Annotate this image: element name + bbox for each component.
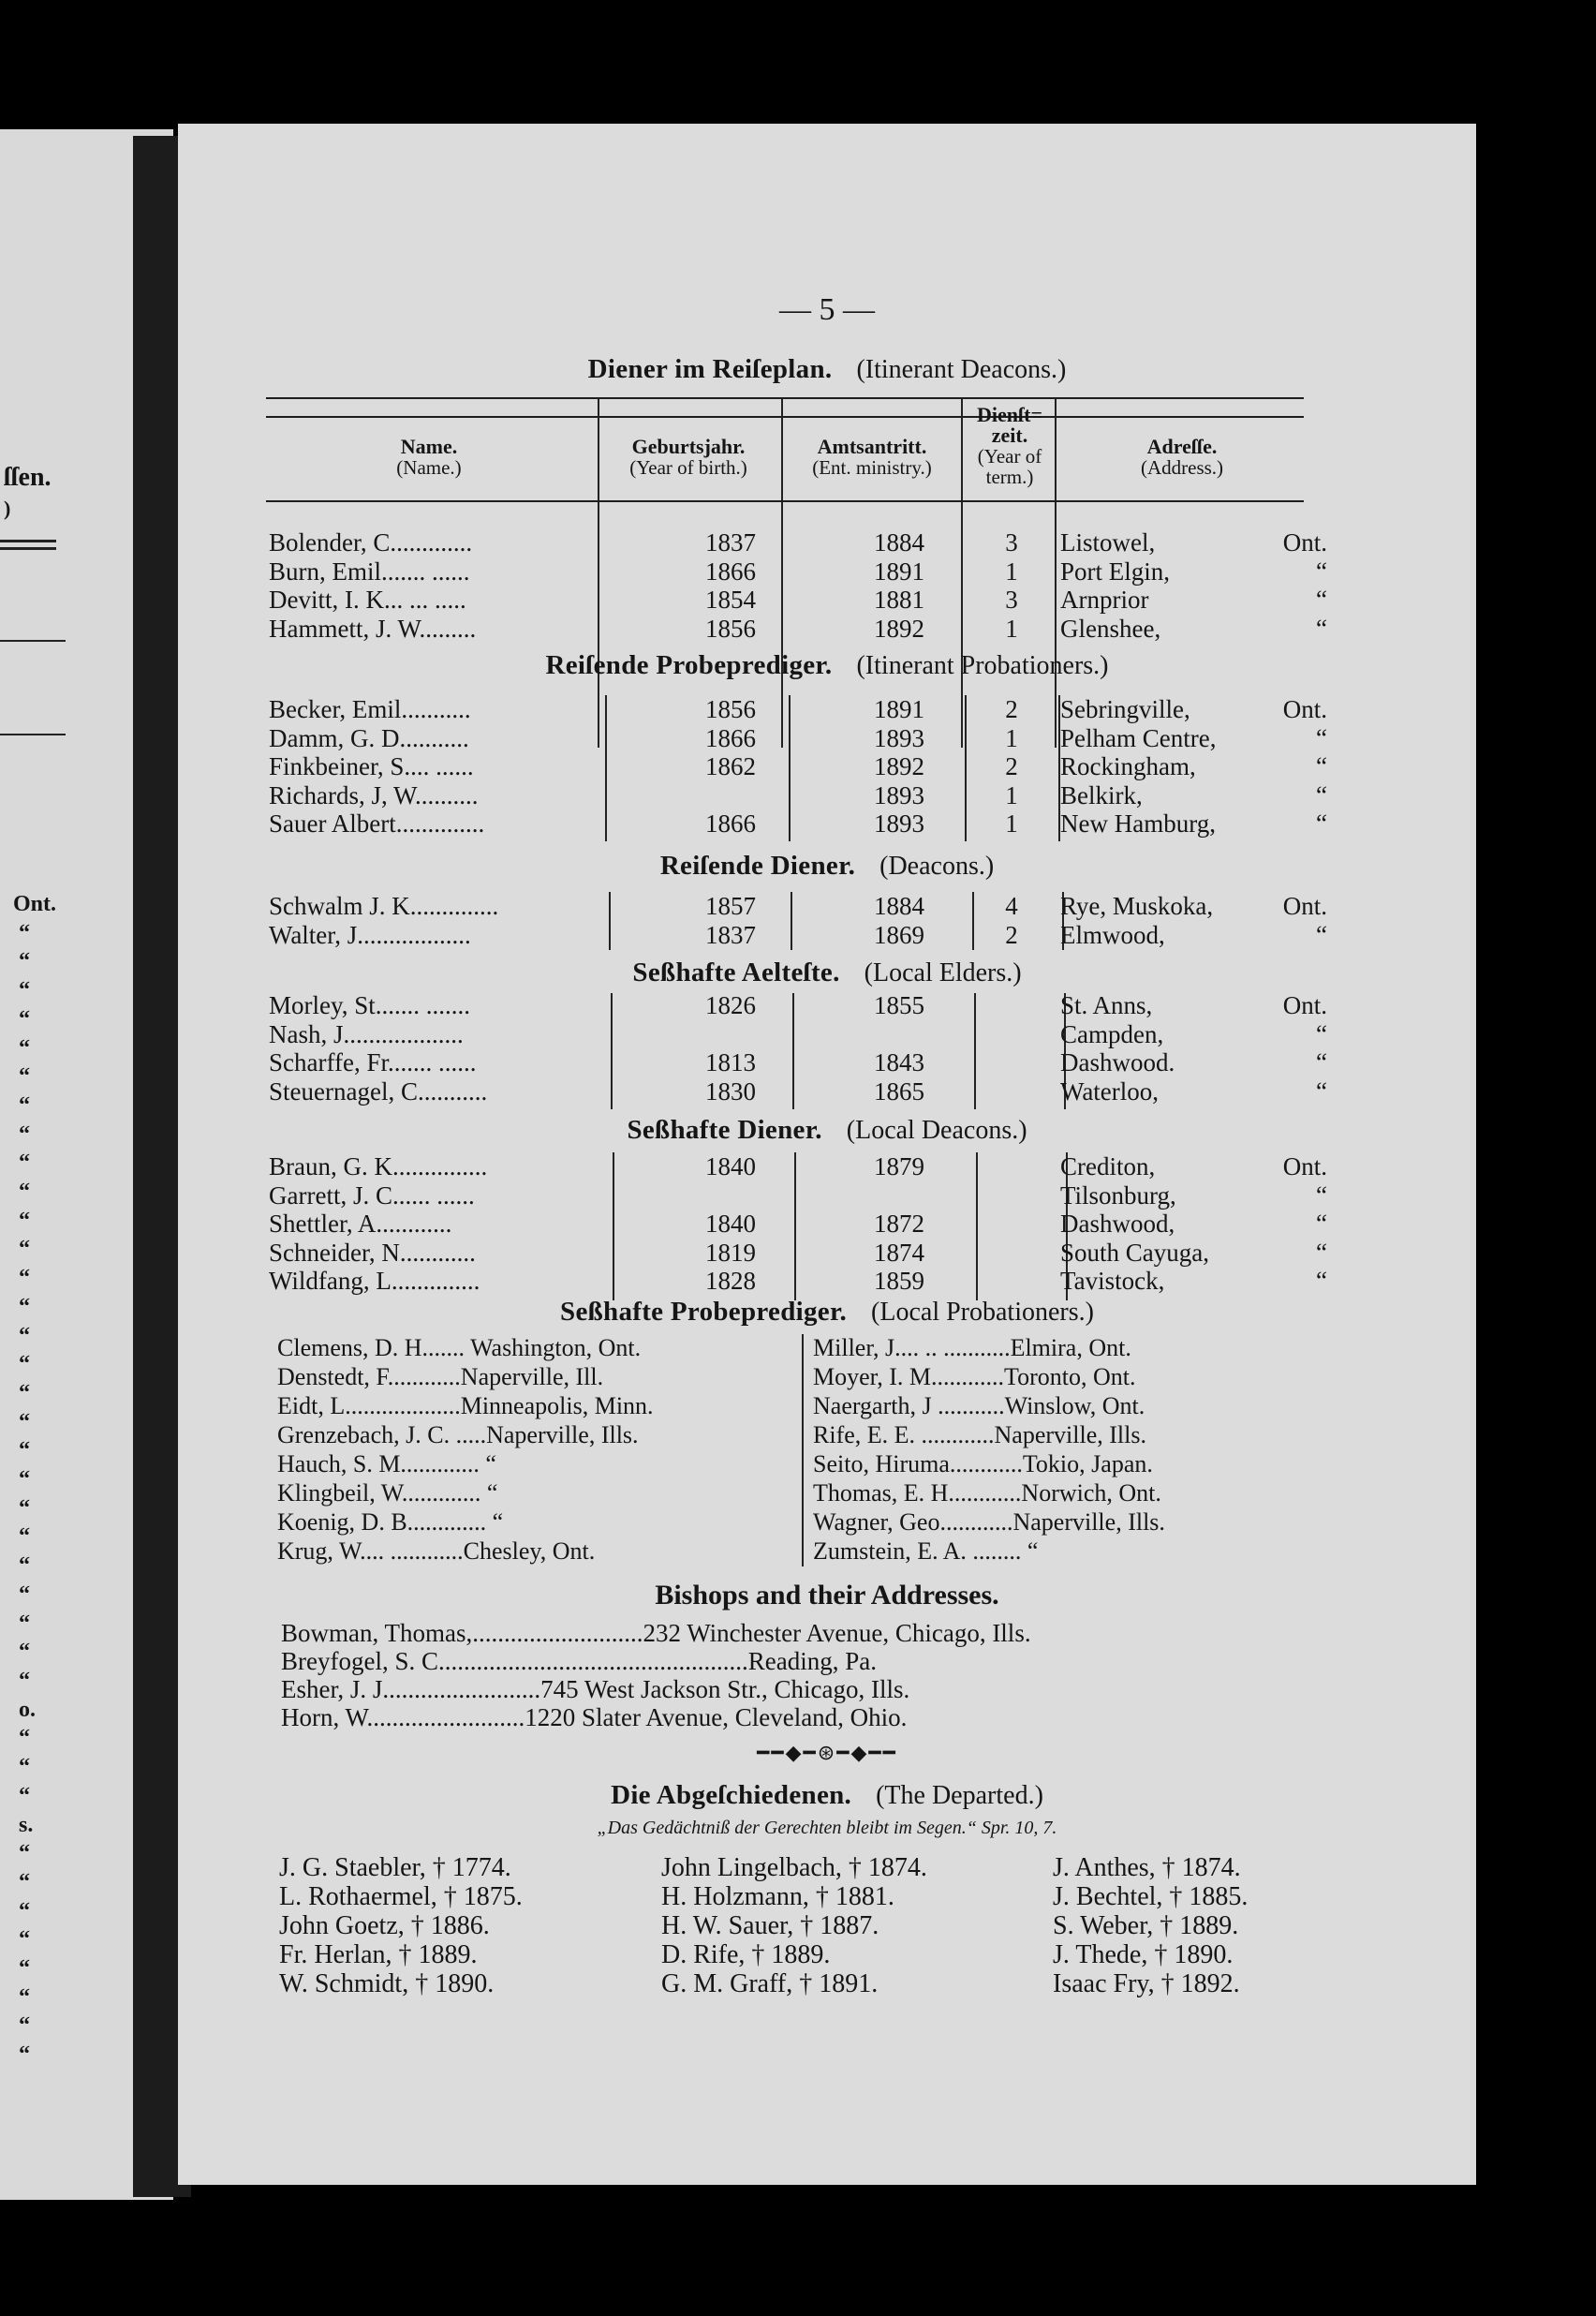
address: Dashwood, — [1060, 1210, 1175, 1238]
departed-name: H. W. Sauer, † 1887. — [661, 1911, 879, 1940]
years-of-term: 4 — [1005, 892, 1018, 920]
bishop-name: Bowman, Thomas, — [281, 1619, 473, 1647]
previous-page-entry: “ — [19, 1581, 30, 1607]
previous-page-entry: “ — [19, 1869, 30, 1894]
address: Elmwood, — [1060, 920, 1165, 949]
year-entered-ministry: 1843 — [874, 1048, 924, 1076]
province: “ — [1316, 1210, 1327, 1238]
province: “ — [1316, 557, 1327, 586]
year-entered-ministry: 1865 — [874, 1076, 924, 1106]
years-of-term: 3 — [1005, 586, 1018, 614]
year-of-birth: 1813 — [705, 1048, 756, 1076]
province: “ — [1316, 780, 1327, 809]
year-of-birth: 1856 — [705, 614, 756, 643]
previous-page-entry: “ — [19, 1092, 30, 1118]
section-title-en: (Itinerant Deacons.) — [856, 355, 1067, 384]
year-of-birth: 1837 — [705, 920, 756, 949]
probationer-entry: Krug, W.... ............Chesley, Ont. — [277, 1537, 596, 1565]
departed-name: S. Weber, † 1889. — [1053, 1911, 1239, 1940]
years-of-term: 1 — [1005, 809, 1018, 838]
previous-page-entry: “ — [19, 1927, 30, 1952]
section-title-en: (Deacons.) — [879, 852, 995, 881]
person-name: Scharffe, Fr....... ...... — [269, 1048, 477, 1076]
probationer-entry: Klingbeil, W............. “ — [277, 1479, 498, 1507]
person-name: Finkbeiner, S.... ...... — [269, 752, 474, 780]
previous-bracket: ) — [4, 497, 11, 520]
departed-name: W. Schmidt, † 1890. — [279, 1969, 495, 1998]
address: Rockingham, — [1060, 752, 1196, 780]
bishop-address: Reading, Pa. — [747, 1647, 877, 1675]
year-entered-ministry: 1879 — [874, 1152, 924, 1180]
section-title-local-probationers — [178, 1297, 1476, 1328]
address: South Cayuga, — [1060, 1238, 1209, 1267]
year-entered-ministry: 1869 — [874, 920, 924, 949]
leader-dots: ........................... — [472, 1619, 643, 1647]
probationer-entry: Grenzebach, J. C. .....Naperville, Ills. — [277, 1421, 639, 1448]
previous-page-entry: “ — [19, 1006, 30, 1032]
year-of-birth: 1856 — [705, 695, 756, 723]
section-title-de: Reiſende Probeprediger. — [545, 650, 833, 680]
header-term-de1: Dienſt= — [977, 403, 1042, 426]
previous-page-entry: “ — [19, 1841, 30, 1866]
header-address-de: Adreſſe. — [1146, 435, 1218, 458]
section-title-local-elders — [178, 958, 1476, 988]
previous-page-entry: “ — [19, 1409, 30, 1434]
previous-page-entry: “ — [19, 1553, 30, 1579]
year-of-birth: 1826 — [705, 991, 756, 1019]
province: Ont. — [1282, 892, 1327, 920]
bishop-name: Esher, J. J — [281, 1675, 383, 1703]
previous-page-entry: “ — [19, 1237, 30, 1262]
address: Dashwood. — [1060, 1048, 1175, 1076]
previous-page-entry: “ — [19, 1898, 30, 1923]
header-ministry-de: Amtsantritt. — [817, 435, 927, 458]
table-row — [178, 892, 1476, 920]
province: “ — [1316, 1048, 1327, 1076]
person-name: Braun, G. K............... — [269, 1152, 488, 1180]
years-of-term: 2 — [1005, 695, 1018, 723]
departed-name: L. Rothaermel, † 1875. — [279, 1882, 523, 1911]
table-top-rule — [266, 416, 1304, 418]
table-top-rule — [266, 397, 1304, 399]
address: Crediton, — [1060, 1152, 1156, 1180]
departed-name: J. Anthes, † 1874. — [1053, 1853, 1241, 1882]
ornament-divider: ━━◆━⊛━◆━━ — [757, 1741, 897, 1764]
person-name: Nash, J................... — [269, 1019, 464, 1048]
previous-rule — [0, 540, 56, 542]
previous-page-entry: “ — [19, 1640, 30, 1665]
person-name: Morley, St....... ....... — [269, 991, 470, 1019]
column-header-address — [1060, 437, 1304, 478]
section-title-deacons — [178, 851, 1476, 882]
person-name: Steuernagel, C........... — [269, 1076, 488, 1106]
person-name: Walter, J.................. — [269, 920, 471, 949]
probationer-entry: Thomas, E. H............Norwich, Ont. — [813, 1479, 1161, 1507]
address: Glenshee, — [1060, 614, 1161, 643]
header-ministry-en: (Ent. ministry.) — [812, 456, 932, 479]
table-row — [178, 586, 1476, 614]
years-of-term: 1 — [1005, 614, 1018, 643]
table-row — [178, 695, 1476, 723]
table-row — [178, 1077, 1476, 1106]
year-entered-ministry: 1892 — [874, 614, 924, 643]
section-title-en: (Local Probationers.) — [871, 1298, 1094, 1327]
page-number: — 5 — — [779, 292, 875, 327]
previous-page-entry: “ — [19, 1266, 30, 1291]
address: Waterloo, — [1060, 1076, 1160, 1106]
section-title-de: Seßhafte Aelteſte. — [632, 958, 840, 987]
section-title-itinerant-deacons — [178, 354, 1476, 385]
departed-name: J. Bechtel, † 1885. — [1053, 1882, 1249, 1911]
table-row — [178, 724, 1476, 752]
year-entered-ministry: 1884 — [874, 528, 924, 557]
departed-name: G. M. Graff, † 1891. — [661, 1969, 879, 1998]
years-of-term: 1 — [1005, 723, 1018, 752]
previous-page-entry: “ — [19, 1726, 30, 1751]
previous-page-entry: “ — [19, 1064, 30, 1090]
address: Arnprior — [1060, 586, 1149, 614]
previous-page-entry: “ — [19, 1352, 30, 1377]
previous-page-entry: “ — [19, 1467, 30, 1492]
departed-name: Isaac Fry, † 1892. — [1053, 1969, 1240, 1998]
departed-name: John Goetz, † 1886. — [279, 1911, 490, 1940]
person-name: Becker, Emil........... — [269, 695, 471, 723]
bishop-entry — [281, 1647, 1330, 1675]
column-header-birth — [599, 437, 777, 478]
previous-page-entry: “ — [19, 1208, 30, 1233]
bishop-entry — [281, 1703, 1330, 1731]
section-title-de: Diener im Reiſeplan. — [587, 354, 833, 384]
province: Ont. — [1282, 528, 1327, 557]
province: “ — [1316, 586, 1327, 614]
year-of-birth: 1819 — [705, 1238, 756, 1267]
header-name-de: Name. — [400, 435, 458, 458]
departed-name: J. Thede, † 1890. — [1053, 1940, 1234, 1969]
section-title-en: (Local Deacons.) — [846, 1116, 1027, 1145]
probationer-entry: Miller, J.... .. ...........Elmira, Ont. — [813, 1334, 1131, 1361]
person-name: Garrett, J. C...... ...... — [269, 1180, 475, 1210]
section-title-departed — [178, 1780, 1476, 1811]
bishop-name: Breyfogel, S. C — [281, 1647, 438, 1675]
table-row — [178, 528, 1476, 557]
section-title-en: (Itinerant Probationers.) — [856, 651, 1109, 680]
table-row — [178, 1048, 1476, 1076]
previous-page-entry: “ — [19, 920, 30, 945]
page — [178, 124, 1476, 2185]
table-row — [178, 781, 1476, 809]
table-row — [178, 1181, 1476, 1210]
years-of-term: 1 — [1005, 780, 1018, 809]
person-name: Wildfang, L.............. — [269, 1267, 480, 1295]
year-entered-ministry: 1893 — [874, 809, 924, 838]
year-entered-ministry: 1891 — [874, 695, 924, 723]
departed-name: J. G. Staebler, † 1774. — [279, 1853, 511, 1882]
year-entered-ministry: 1893 — [874, 723, 924, 752]
province: Ont. — [1282, 1152, 1327, 1180]
bishop-address: 1220 Slater Avenue, Cleveland, Ohio. — [525, 1703, 908, 1731]
column-header-name — [266, 437, 592, 478]
person-name: Schneider, N............ — [269, 1238, 476, 1267]
person-name: Devitt, I. K... ... ..... — [269, 586, 466, 614]
previous-page-entry: “ — [19, 1323, 30, 1348]
person-name: Hammett, J. W......... — [269, 614, 477, 643]
departed-name: John Lingelbach, † 1874. — [661, 1853, 927, 1882]
year-entered-ministry: 1872 — [874, 1210, 924, 1238]
previous-page-entry: “ — [19, 1956, 30, 1982]
address: Tilsonburg, — [1060, 1180, 1176, 1210]
province: “ — [1316, 1267, 1327, 1295]
previous-page-entry: Ont. — [13, 892, 57, 916]
probationer-entry: Eidt, L...................Minneapolis, Minn. — [277, 1392, 654, 1419]
departed-name: D. Rife, † 1889. — [661, 1940, 831, 1969]
section-title-de: Seßhafte Probeprediger. — [560, 1297, 848, 1327]
previous-page-entry: “ — [19, 949, 30, 974]
table-row — [178, 752, 1476, 780]
year-of-birth: 1862 — [705, 752, 756, 780]
probationer-entry: Clemens, D. H....... Washington, Ont. — [277, 1334, 642, 1361]
year-of-birth: 1866 — [705, 557, 756, 586]
address: Belkirk, — [1060, 780, 1143, 809]
departed-name: Fr. Herlan, † 1889. — [279, 1940, 478, 1969]
person-name: Shettler, A............ — [269, 1210, 452, 1238]
previous-page-entry: “ — [19, 1495, 30, 1521]
header-term-en1: (Year of — [977, 445, 1042, 468]
previous-rule — [0, 547, 56, 550]
person-name: Schwalm J. K.............. — [269, 892, 499, 920]
address: Listowel, — [1060, 528, 1156, 557]
address: Pelham Centre, — [1060, 723, 1217, 752]
table-row — [178, 557, 1476, 586]
year-of-birth: 1828 — [705, 1267, 756, 1295]
table-header-rule — [266, 500, 1304, 502]
section-title-bishops: Bishops and their Addresses. — [655, 1580, 999, 1611]
probationer-entry: Seito, Hiruma............Tokio, Japan. — [813, 1450, 1153, 1477]
previous-page-entry: “ — [19, 1611, 30, 1636]
address: Rye, Muskoka, — [1060, 892, 1214, 920]
departed-motto: „Das Gedächtniß der Gerechten bleibt im Segen.“ Spr. 10, 7. — [597, 1818, 1057, 1838]
table-row — [178, 921, 1476, 949]
section-title-en: (The Departed.) — [876, 1781, 1043, 1810]
previous-page-column — [13, 890, 57, 2070]
address: Tavistock, — [1060, 1267, 1165, 1295]
year-entered-ministry: 1892 — [874, 752, 924, 780]
probationer-entry: Koenig, D. B............. “ — [277, 1508, 504, 1536]
previous-page-entry: “ — [19, 2013, 30, 2039]
table-row — [178, 809, 1476, 838]
person-name: Bolender, C............. — [269, 528, 473, 557]
bishop-entry — [281, 1675, 1330, 1703]
departed-name: H. Holzmann, † 1881. — [661, 1882, 894, 1911]
person-name: Richards, J, W.......... — [269, 780, 479, 809]
previous-page-entry: “ — [19, 1035, 30, 1061]
previous-page-entry: “ — [19, 1755, 30, 1780]
table-row — [178, 1020, 1476, 1048]
probationer-entry: Wagner, Geo............Naperville, Ills. — [813, 1508, 1165, 1536]
year-entered-ministry: 1884 — [874, 892, 924, 920]
province: “ — [1316, 809, 1327, 838]
section-title-de: Reiſende Diener. — [659, 851, 856, 881]
column-header-term — [963, 405, 1057, 487]
section-title-de: Die Abgeſchiedenen. — [611, 1780, 852, 1810]
person-name: Sauer Albert.............. — [269, 809, 485, 838]
year-of-birth: 1837 — [705, 528, 756, 557]
table-row — [178, 1152, 1476, 1180]
year-entered-ministry: 1874 — [874, 1238, 924, 1267]
table-row — [178, 1239, 1476, 1267]
bishop-address: 232 Winchester Avenue, Chicago, Ills. — [643, 1619, 1031, 1647]
year-of-birth: 1854 — [705, 586, 756, 614]
header-birth-de: Geburtsjahr. — [631, 435, 746, 458]
address: Port Elgin, — [1060, 557, 1171, 586]
year-of-birth: 1840 — [705, 1152, 756, 1180]
bishop-entry — [281, 1619, 1330, 1647]
header-address-en: (Address.) — [1140, 456, 1224, 479]
previous-page-entry: “ — [19, 1151, 30, 1176]
section-title-de: Seßhafte Diener. — [627, 1115, 822, 1145]
year-of-birth: 1866 — [705, 809, 756, 838]
header-term-en2: term.) — [985, 466, 1034, 488]
province: “ — [1316, 1076, 1327, 1106]
province: “ — [1316, 752, 1327, 780]
bishop-name: Horn, W — [281, 1703, 367, 1731]
previous-page-entry: “ — [19, 1380, 30, 1405]
previous-page-entry: o. — [19, 1697, 36, 1722]
leader-dots: ......................... — [366, 1703, 525, 1731]
leader-dots: ......................... — [382, 1675, 541, 1703]
previous-page-entry: “ — [19, 1180, 30, 1205]
previous-page-entry: “ — [19, 1121, 30, 1147]
leader-dots: ................................................. — [438, 1647, 748, 1675]
year-of-birth: 1840 — [705, 1210, 756, 1238]
table-row — [178, 991, 1476, 1019]
province: “ — [1316, 920, 1327, 949]
year-entered-ministry: 1891 — [874, 557, 924, 586]
years-of-term: 3 — [1005, 528, 1018, 557]
previous-rule — [0, 640, 66, 642]
header-birth-en: (Year of birth.) — [629, 456, 747, 479]
table-row — [178, 615, 1476, 643]
years-of-term: 2 — [1005, 752, 1018, 780]
previous-page-entry: “ — [19, 978, 30, 1003]
year-of-birth: 1830 — [705, 1076, 756, 1106]
previous-page-entry: “ — [19, 1524, 30, 1550]
address: New Hamburg, — [1060, 809, 1216, 838]
years-of-term: 1 — [1005, 557, 1018, 586]
probationer-entry: Zumstein, E. A. ........ “ — [813, 1537, 1039, 1565]
previous-page-entry: “ — [19, 2042, 30, 2068]
previous-page-entry: “ — [19, 1438, 30, 1463]
section-title-itinerant-probationers — [178, 650, 1476, 681]
section-title-en: (Local Elders.) — [864, 958, 1022, 987]
year-entered-ministry: 1893 — [874, 780, 924, 809]
previous-rule — [0, 734, 66, 735]
year-of-birth: 1857 — [705, 892, 756, 920]
province: “ — [1316, 1180, 1327, 1210]
header-name-en: (Name.) — [396, 456, 462, 479]
probationer-entry: Hauch, S. M............. “ — [277, 1450, 496, 1477]
previous-page-entry: s. — [19, 1812, 34, 1837]
table-row — [178, 1210, 1476, 1238]
year-entered-ministry: 1881 — [874, 586, 924, 614]
table-header-rule — [599, 500, 774, 502]
province: Ont. — [1282, 695, 1327, 723]
section-title-local-deacons — [178, 1115, 1476, 1146]
bishop-address: 745 West Jackson Str., Chicago, Ills. — [540, 1675, 910, 1703]
year-entered-ministry: 1855 — [874, 991, 924, 1019]
column-header-ministry — [783, 437, 961, 478]
probationer-entry: Denstedt, F............Naperville, Ill. — [277, 1363, 604, 1390]
province: “ — [1316, 1238, 1327, 1267]
province: Ont. — [1282, 991, 1327, 1019]
person-name: Damm, G. D........... — [269, 723, 469, 752]
province: “ — [1316, 1019, 1327, 1048]
previous-page-entry: “ — [19, 1984, 30, 2010]
previous-page-entry: “ — [19, 1783, 30, 1808]
province: “ — [1316, 614, 1327, 643]
probationer-entry: Naergarth, J ...........Winslow, Ont. — [813, 1392, 1145, 1419]
header-term-de2: zeit. — [991, 423, 1028, 447]
year-of-birth: 1866 — [705, 723, 756, 752]
address: St. Anns, — [1060, 991, 1153, 1019]
probationer-entry: Rife, E. E. ............Naperville, Ills. — [813, 1421, 1146, 1448]
person-name: Burn, Emil....... ...... — [269, 557, 470, 586]
column-divider — [802, 1334, 804, 1566]
address: Sebringville, — [1060, 695, 1190, 723]
year-entered-ministry: 1859 — [874, 1267, 924, 1295]
previous-page-entry: “ — [19, 1668, 30, 1693]
previous-page-entry: “ — [19, 1294, 30, 1319]
probationer-entry: Moyer, I. M............Toronto, Ont. — [813, 1363, 1136, 1390]
years-of-term: 2 — [1005, 920, 1018, 949]
address: Campden, — [1060, 1019, 1164, 1048]
table-row — [178, 1267, 1476, 1295]
previous-heading-fragment: ſſen. — [4, 463, 52, 492]
province: “ — [1316, 723, 1327, 752]
